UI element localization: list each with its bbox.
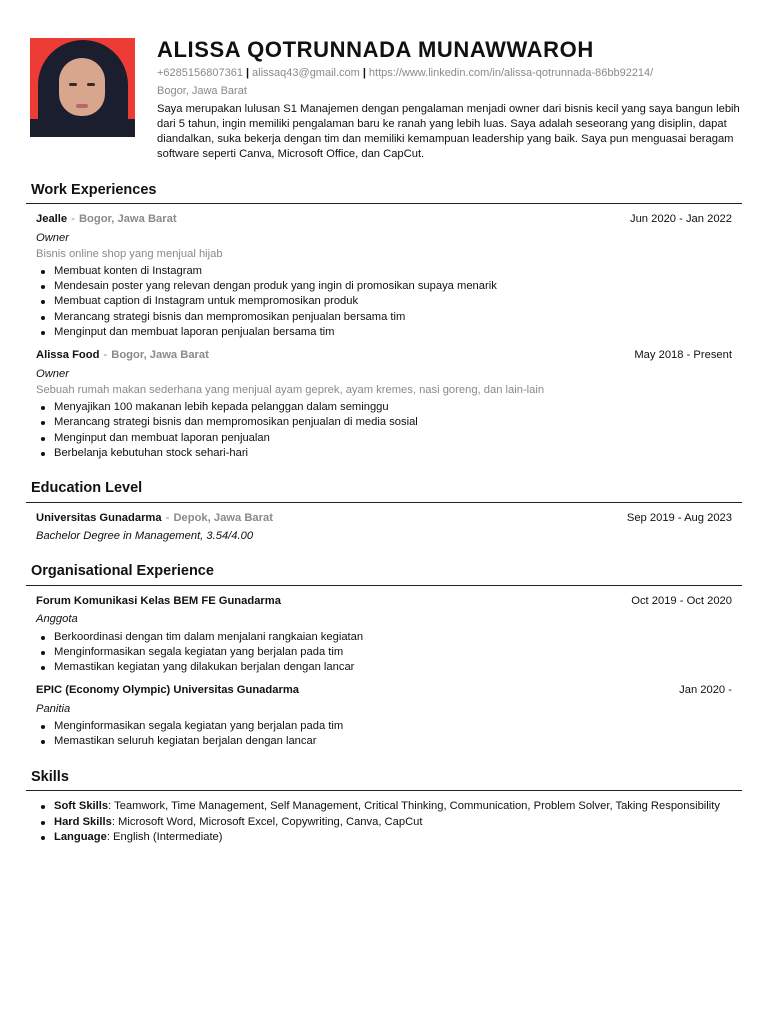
bullet-list (36, 719, 732, 750)
entry-org-line (36, 212, 177, 228)
experience-entry (26, 511, 742, 545)
entry-description: Sebuah rumah makan sederhana yang menjual ayam geprek, ayam kremes, nasi goreng, dan lain-lain (36, 383, 545, 396)
bullet-item: Merancang strategi bisnis dan mempromosikan penjualan bersama tim (36, 310, 732, 325)
role-title: Owner (36, 367, 69, 380)
bullet-item: Membuat caption di Instagram untuk mempromosikan produk (36, 294, 732, 309)
bullet-item: Merancang strategi bisnis dan mempromosikan penjualan di media sosial (36, 415, 732, 430)
bullet-item: Memastikan kegiatan yang dilakukan berjalan dengan lancar (36, 660, 732, 675)
entry-heading (36, 212, 732, 228)
entry-heading (36, 348, 732, 364)
work-section (26, 181, 742, 462)
skill-item (36, 799, 732, 814)
email-link[interactable]: alissaq43@gmail.com (252, 67, 360, 79)
role-title: Owner (36, 231, 69, 244)
organization-name: Jealle (36, 213, 68, 226)
dash-separator: - (165, 511, 170, 524)
section-title: Work Experiences (26, 181, 742, 205)
organization-location: Bogor, Jawa Barat (111, 349, 209, 362)
entry-heading (36, 683, 732, 699)
contact-separator: | (362, 67, 366, 79)
phone-number: +6285156807361 (157, 67, 243, 79)
skill-value: : Teamwork, Time Management, Self Management, Critical Thinking, Communication, Problem Solver, Taking Responsibility (108, 800, 720, 813)
skills-list (36, 799, 732, 845)
bullet-item: Menginformasikan segala kegiatan yang berjalan pada tim (36, 719, 732, 734)
organization-name: EPIC (Economy Olympic) Universitas Gunadarma (36, 684, 299, 697)
entry-heading (36, 594, 732, 610)
date-range: Oct 2019 - Oct 2020 (631, 594, 732, 607)
contact-separator: | (245, 67, 250, 79)
profile-summary: Saya merupakan lulusan S1 Manajemen dengan pengalaman menjadi owner dari bisnis kecil yang saya bangun lebih dari 5 tahun, ingin memiliki pengalaman baru ke ranah yang lebih luas. Saya adalah seseorang yang disiplin, dapat diandalkan, suka bekerja dengan tim dan memiliki kemampuan leadership yang baik. Saya pun menguasai beragam software seperti Canva, Microsoft Office, dan CapCut. (157, 102, 740, 161)
role-title: Bachelor Degree in Management, 3.54/4.00 (36, 530, 254, 543)
date-range: Jun 2020 - Jan 2022 (629, 213, 732, 226)
skill-label: Hard Skills (54, 815, 112, 828)
entry-org-line (36, 348, 209, 364)
skill-label: Language (54, 830, 107, 843)
role-title: Panitia (36, 702, 71, 715)
bullet-item: Mendesain poster yang relevan dengan produk yang ingin di promosikan supaya menarik (36, 279, 732, 294)
organization-location: Depok, Jawa Barat (173, 511, 273, 524)
date-range: May 2018 - Present (634, 349, 732, 362)
bullet-list (36, 400, 732, 461)
skills-section (26, 768, 742, 845)
education-section (26, 479, 742, 544)
bullet-list (36, 630, 732, 676)
skill-value: : Microsoft Word, Microsoft Excel, Copywriting, Canva, CapCut (111, 815, 423, 828)
bullet-list (36, 264, 732, 340)
dash-separator: - (71, 213, 75, 226)
dash-separator: - (103, 349, 108, 362)
skill-item (36, 815, 732, 830)
section-title: Organisational Experience (26, 562, 742, 586)
entry-description: Bisnis online shop yang menjual hijab (36, 247, 223, 260)
bullet-item: Menginformasikan segala kegiatan yang berjalan pada tim (36, 645, 732, 660)
entry-org-line (36, 594, 281, 610)
bullet-item: Menginput dan membuat laporan penjualan (36, 431, 732, 446)
bullet-item: Berkoordinasi dengan tim dalam menjalani rangkaian kegiatan (36, 630, 732, 645)
experience-entry (26, 594, 742, 676)
bullet-item: Menginput dan membuat laporan penjualan bersama tim (36, 325, 732, 340)
bullet-item: Berbelanja kebutuhan stock sehari-hari (36, 446, 732, 461)
organization-name: Alissa Food (36, 349, 100, 362)
experience-entry (26, 683, 742, 749)
role-title: Anggota (36, 613, 78, 626)
resume-header (26, 0, 742, 163)
section-title: Skills (26, 768, 742, 792)
organization-location: Bogor, Jawa Barat (78, 213, 177, 226)
date-range: Sep 2019 - Aug 2023 (626, 511, 732, 524)
skill-value: : English (Intermediate) (106, 830, 223, 843)
experience-entry (26, 348, 742, 461)
section-title: Education Level (26, 479, 742, 503)
bullet-item: Membuat konten di Instagram (36, 264, 732, 279)
linkedin-link[interactable]: https://www.linkedin.com/in/alissa-qotrunnada-86bb92214/ (368, 67, 654, 79)
header-text (157, 38, 742, 163)
candidate-location: Bogor, Jawa Barat (157, 84, 247, 97)
bullet-item: Memastikan seluruh kegiatan berjalan dengan lancar (36, 734, 732, 749)
experience-entry (26, 212, 742, 340)
organisation-section (26, 562, 742, 749)
skill-label: Soft Skills (54, 800, 109, 813)
skill-item (36, 830, 732, 845)
entry-org-line (36, 683, 299, 699)
entry-org-line (36, 511, 273, 527)
organization-name: Forum Komunikasi Kelas BEM FE Gunadarma (36, 594, 281, 607)
entry-heading (36, 511, 732, 527)
contact-line (157, 66, 742, 81)
profile-photo (30, 38, 135, 137)
date-range: Jan 2020 - (679, 684, 732, 697)
candidate-name: ALISSA QOTRUNNADA MUNAWWAROH (157, 37, 594, 62)
bullet-item: Menyajikan 100 makanan lebih kepada pelanggan dalam seminggu (36, 400, 732, 415)
organization-name: Universitas Gunadarma (36, 511, 162, 524)
